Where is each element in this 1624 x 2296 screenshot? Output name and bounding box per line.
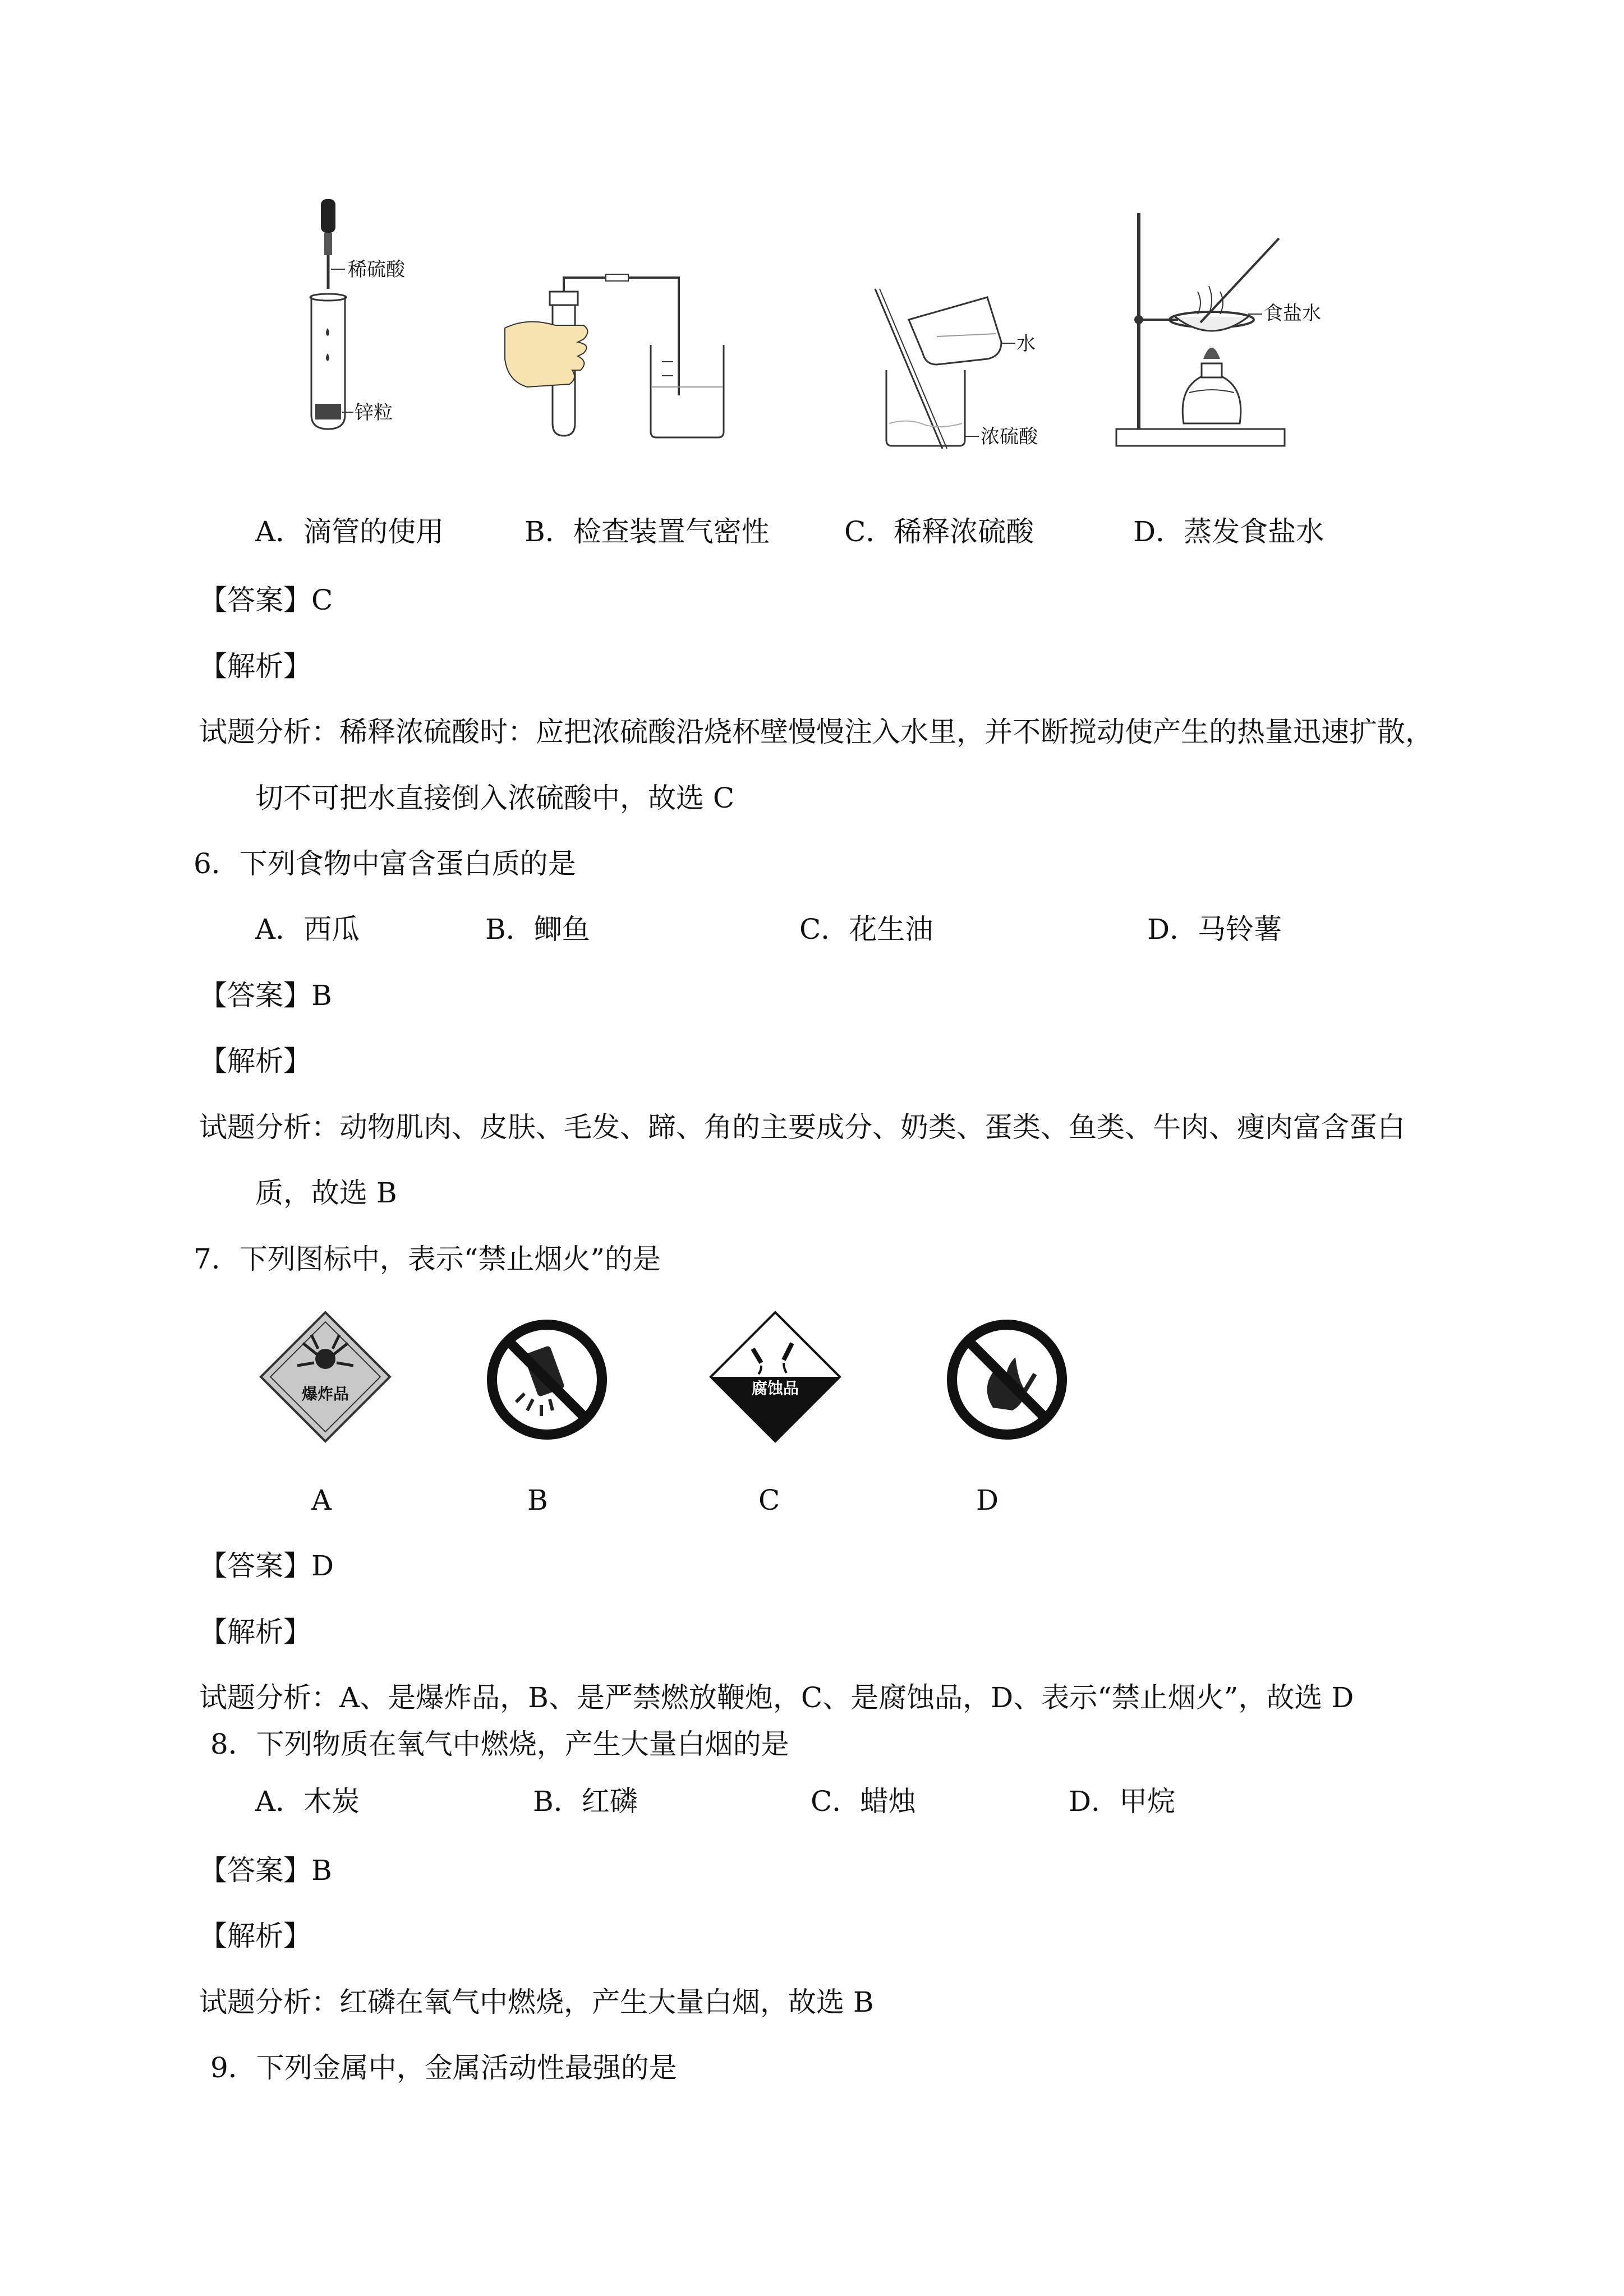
q6-analysis-title: 【解析】	[199, 1045, 311, 1077]
q7-question: 7．下列图标中，表示“禁止烟火”的是	[194, 1243, 661, 1275]
figure-d-evaporate	[1105, 208, 1341, 454]
q8-analysis-title: 【解析】	[199, 1920, 311, 1952]
q6-answer: 【答案】B	[199, 979, 332, 1012]
q7-answer: 【答案】D	[199, 1550, 334, 1582]
q6-option-d: D．马铃薯	[1147, 913, 1282, 946]
q6-question: 6．下列食物中富含蛋白质的是	[194, 847, 576, 880]
q7-letter-a: A	[311, 1484, 332, 1516]
label-conc-sulfuric-acid: 浓硫酸	[981, 426, 1038, 448]
figure-a-dropper	[292, 193, 438, 435]
sign-d-no-fire	[945, 1318, 1069, 1441]
sign-a-explosive	[258, 1310, 393, 1444]
q8-answer: 【答案】B	[199, 1854, 332, 1887]
q5-option-a: A．滴管的使用	[255, 515, 444, 548]
q6-option-c: C．花生油	[799, 913, 933, 946]
q8-question: 8．下列物质在氧气中燃烧，产生大量白烟的是	[210, 1728, 789, 1760]
label-water: 水	[1016, 333, 1036, 355]
label-zinc: 锌粒	[355, 402, 393, 424]
q5-analysis-line1: 试题分析：稀释浓硫酸时：应把浓硫酸沿烧杯壁慢慢注入水里，并不断搅动使产生的热量迅速扩散，	[199, 716, 1433, 748]
sign-a-text: 爆炸品	[301, 1385, 349, 1403]
q7-letter-d: D	[976, 1484, 999, 1516]
q7-letter-b: B	[527, 1484, 548, 1516]
q6-option-a: A．西瓜	[255, 913, 360, 946]
sign-b-no-firecrackers	[485, 1318, 609, 1441]
label-dilute-sulfuric-acid: 稀硫酸	[348, 259, 405, 281]
q5-option-c: C．稀释浓硫酸	[844, 515, 1034, 548]
figure-c-dilute-acid	[864, 280, 1088, 454]
label-salt-water: 食盐水	[1264, 302, 1321, 325]
q5-option-d: D．蒸发食盐水	[1133, 515, 1324, 548]
figure-b-airtightness	[494, 261, 740, 440]
q7-analysis-line1: 试题分析：A、是爆炸品，B、是严禁燃放鞭炮，C、是腐蚀品，D、表示“禁止烟火”，故选 D	[199, 1681, 1354, 1714]
q7-letter-c: C	[758, 1484, 780, 1516]
q5-analysis-line2: 切不可把水直接倒入浓硫酸中，故选 C	[255, 782, 735, 814]
q8-option-b: B．红磷	[533, 1785, 638, 1818]
q5-option-b: B．检查装置气密性	[525, 515, 770, 548]
q5-analysis-title: 【解析】	[199, 650, 311, 683]
sign-c-text: 腐蚀品	[751, 1379, 799, 1398]
q8-option-a: A．木炭	[255, 1785, 360, 1818]
q6-option-b: B．鲫鱼	[485, 913, 590, 946]
q8-analysis-line1: 试题分析：红磷在氧气中燃烧，产生大量白烟，故选 B	[199, 1986, 874, 2018]
q8-option-d: D．甲烷	[1069, 1785, 1176, 1818]
q7-analysis-title: 【解析】	[199, 1616, 311, 1648]
q6-analysis-line2: 质，故选 B	[255, 1177, 397, 1209]
q6-analysis-line1: 试题分析：动物肌肉、皮肤、毛发、蹄、角的主要成分、奶类、蛋类、鱼类、牛肉、瘦肉富含蛋白	[199, 1111, 1405, 1144]
sign-c-corrosive	[708, 1310, 843, 1444]
q9-question: 9．下列金属中，金属活动性最强的是	[210, 2051, 677, 2084]
q5-answer: 【答案】C	[199, 584, 333, 616]
q8-option-c: C．蜡烛	[811, 1785, 917, 1818]
